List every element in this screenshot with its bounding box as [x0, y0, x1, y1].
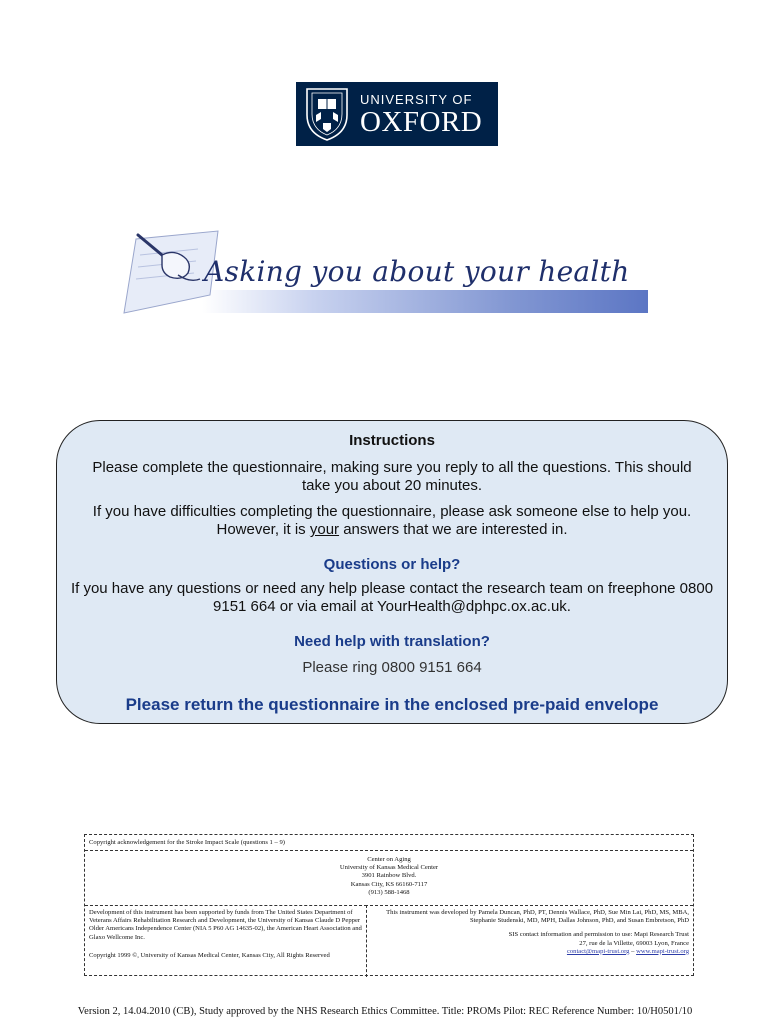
- address-line: (913) 588-1468: [368, 888, 410, 896]
- logo-wordmark: [360, 92, 482, 137]
- logo-line-1: UNIVERSITY OF: [360, 91, 473, 107]
- website-link[interactable]: www.mapi-trust.org: [636, 947, 689, 955]
- banner-strip: [202, 290, 648, 375]
- questions-heading: Questions or help?: [323, 556, 461, 573]
- para2-underlined: your: [309, 521, 340, 538]
- contact-email-link[interactable]: contact@mapi-trust.org: [566, 947, 630, 955]
- address-line: Center on Aging: [367, 856, 411, 863]
- funding-section: [85, 905, 367, 977]
- translation-phone: Please ring 0800 9151 664: [302, 659, 482, 676]
- contact-line-2: 27, rue de la Villette, 69003 Lyon, France: [579, 939, 689, 947]
- developers-section: [365, 905, 693, 977]
- return-instruction: Please return the questionnaire in the enclosed pre-paid envelope: [125, 695, 659, 714]
- contact-paragraph: If you have any questions or need any help please contact the research team on freephone 0800 9151 664 or via email at YourHealth@dphpc.ox.ac.uk.: [70, 580, 714, 615]
- developers-text: This instrument was developed by Pamela Duncan, PhD, PT, Dennis Wallace, PhD, Sue Min Lai, PhD, MS, MBA, Stephanie Studenski, MD, MPH, Dallas Johnson, PhD, and Susan Embretson, PhD: [386, 909, 689, 925]
- address-line: Kansas City, KS 66160-7117: [350, 880, 428, 888]
- version-footer: Version 2, 14.04.2010 (CB), Study approved by the NHS Research Ethics Committee. Title: PROMs Pilot: REC Reference Number: 10/H0501/10: [77, 1006, 693, 1017]
- funding-text: Development of this instrument has been supported by funds from The United States Department of Veterans Affairs Rehabilitation Research and Development, the University of Kansas Claude D Pepper Older Americans Independence Center (NIA 5 P60 AG 14635-02), the American Heart Association and Glaxo Wellcome Inc.: [89, 909, 362, 941]
- logo-line-2: OXFORD: [360, 105, 483, 138]
- copyright-acknowledgement: Copyright acknowledgement for the Stroke Impact Scale (questions 1 – 9): [85, 835, 693, 851]
- copyright-box: [84, 834, 694, 976]
- instructions-paragraph-2: [77, 503, 707, 539]
- address-line: University of Kansas Medical Center: [339, 864, 439, 872]
- para2-part-b: answers that we are interested in.: [339, 521, 568, 538]
- banner-title: Asking you about your health: [204, 255, 630, 288]
- instructions-heading: Instructions: [349, 432, 435, 449]
- title-banner: [118, 225, 648, 375]
- para2-part-a: If you have difficulties completing the questionnaire, please ask someone else to help you. However, it is: [92, 503, 692, 538]
- address-line: 3901 Rainbow Blvd.: [361, 872, 417, 880]
- banner-subtitle: stroke: [591, 358, 640, 375]
- center-address: [85, 856, 693, 897]
- contact-links: [369, 948, 689, 956]
- crest-icon: [302, 85, 352, 143]
- contact-line-1: SIS contact information and permission to use: Mapi Research Trust: [508, 931, 689, 939]
- link-separator: –: [629, 947, 637, 955]
- copyright-notice: Copyright 1999 ©, University of Kansas Medical Center, Kansas City, All Rights Reserved: [89, 951, 330, 959]
- instructions-box: [56, 420, 728, 724]
- instructions-paragraph-1: Please complete the questionnaire, making sure you reply to all the questions. This should take you about 20 minutes.: [92, 459, 692, 494]
- university-logo: [296, 82, 498, 146]
- translation-heading: Need help with translation?: [294, 633, 490, 650]
